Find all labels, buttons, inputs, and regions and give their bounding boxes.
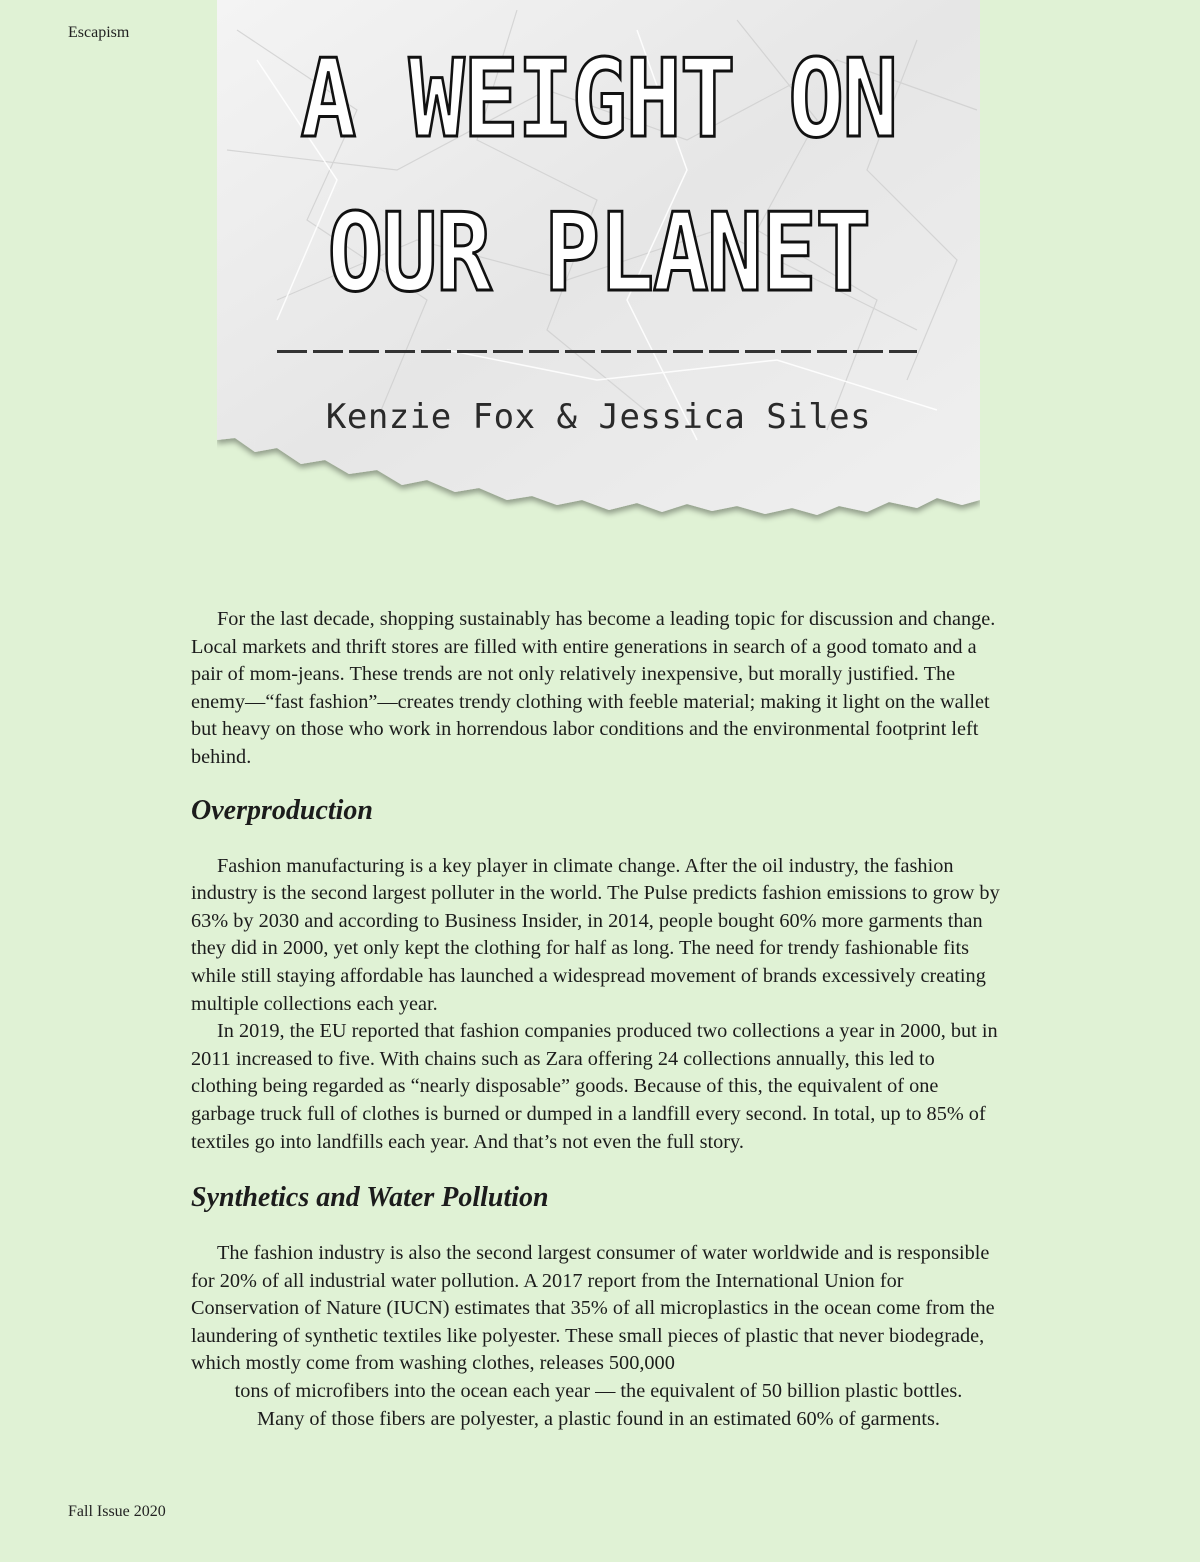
running-header-section: Escapism [68,24,130,41]
intro-paragraph: For the last decade, shopping sustainably has become a leading topic for discussion and change. Local markets and thrift stores are filled with entire generations in search of a good tomato and a pair of mom-jeans. These trends are not only relatively inexpensive, but morally justified. The enemy—“fast fashion”—creates trendy clothing with feeble material; making it light on the wallet but heavy on those who work in horrendous labor conditions and the environmental footprint left behind. [191,608,996,768]
dashed-divider [277,350,917,353]
synthetics-paragraph-last-line: Many of those fibers are polyester, a plastic found in an estimated 60% of garments. [257,1407,940,1430]
running-footer-issue: Fall Issue 2020 [68,1503,166,1520]
article-body [191,606,1006,1433]
overproduction-paragraph-1: Fashion manufacturing is a key player in climate change. After the oil industry, the fashion industry is the second largest polluter in the world. The Pulse predicts fashion emissions to grow by 63% by 2030 and according to Business Insider, in 2014, people bought 60% more garments than they did in 2000, yet only kept the clothing for half as long. The need for trendy fashionable fits while still staying affordable has launched a widespread movement of brands excessively creating multiple collections each year. [191,854,1000,1015]
synthetics-paragraph-line: tons of microfibers into the ocean each year — the equivalent of 50 billion plastic bottles. [234,1380,963,1403]
crumpled-paper-banner [217,0,980,525]
synthetics-paragraph-1: The fashion industry is also the second largest consumer of water worldwide and is responsible for 20% of all industrial water pollution. A 2017 report from the International Union for Conservation of Nature (IUCN) estimates that 35% of all microplastics in the ocean come from the laundering of synthetic textiles like polyester. These small pieces of plastic that never biodegrade, which mostly come from washing clothes, releases 500,000 [191,1242,995,1375]
section-heading-synthetics: Synthetics and Water Pollution [191,1182,549,1214]
article-title-line-1: A WEIGHT ON [300,37,897,162]
article-title-line-2: OUR PLANET [327,191,870,316]
overproduction-paragraph-2: In 2019, the EU reported that fashion companies produced two collections a year in 2000, but in 2011 increased to five. With chains such as Zara offering 24 collections annually, this led to clothing being regarded as “nearly disposable” goods. Because of this, the equivalent of one garbage truck full of clothes is burned or dumped in a landfill every second. In total, up to 85% of textiles go into landfills each year. And that’s not even the full story. [191,1020,998,1153]
section-heading-overproduction: Overproduction [191,794,373,826]
article-byline: Kenzie Fox & Jessica Siles [325,397,872,437]
